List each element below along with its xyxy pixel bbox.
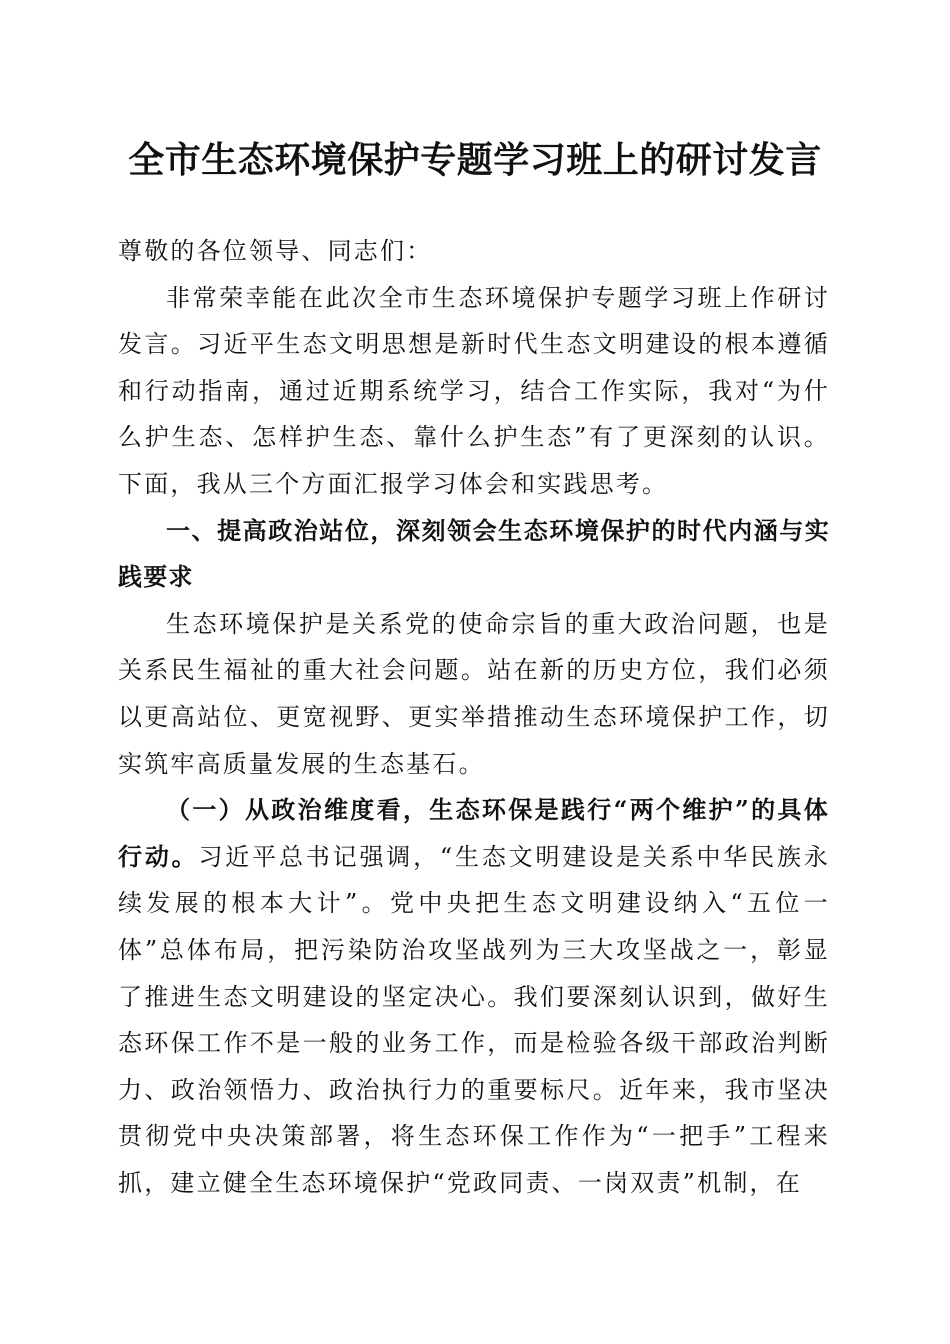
section-1-paragraph: 生态环境保护是关系党的使命宗旨的重大政治问题，也是关系民生福祉的重大社会问题。站在新的历史方位，我们必须以更高站位、更宽视野、更实举措推动生态环境保护工作，切实筑牢高质量发展的生态基石。 — [118, 609, 830, 778]
subsection-1-lead: （一）从政治维度看，生态环保是践行“两个维护”的具体行动。 — [118, 795, 830, 871]
document-title: 全市生态环境保护专题学习班上的研讨发言 — [128, 139, 822, 181]
subsection-1-text: 习近平总书记强调，“生态文明建设是关系中华民族永续发展的根本大计”。党中央把生态文明建设纳入“五位一体”总体布局，把污染防治攻坚战列为三大攻坚战之一，彰显了推进生态文明建设的坚定决心。我们要深刻认识到，做好生态环保工作不是一般的业务工作，而是检验各级干部政治判断力、政治领悟力、政治执行力的重要标尺。近年来，我市坚决贯彻党中央决策部署，将生态环保工作作为“一把手”工程来抓，建立健全生态环境保护“党政同责、一岗双责”机制，在 — [118, 842, 830, 1197]
intro-paragraph: 非常荣幸能在此次全市生态环境保护专题学习班上作研讨发言。习近平生态文明思想是新时代生态文明建设的根本遵循和行动指南，通过近期系统学习，结合工作实际，我对“为什么护生态、怎样护生态、靠什么护生态”有了更深刻的认识。下面，我从三个方面汇报学习体会和实践思考。 — [118, 283, 830, 498]
document-body — [118, 228, 830, 1206]
section-heading-1: 一、提高政治站位，深刻领会生态环境保护的时代内涵与实践要求 — [118, 516, 830, 592]
salutation: 尊敬的各位领导、同志们： — [118, 237, 433, 265]
subsection-1-paragraph — [118, 787, 830, 1206]
